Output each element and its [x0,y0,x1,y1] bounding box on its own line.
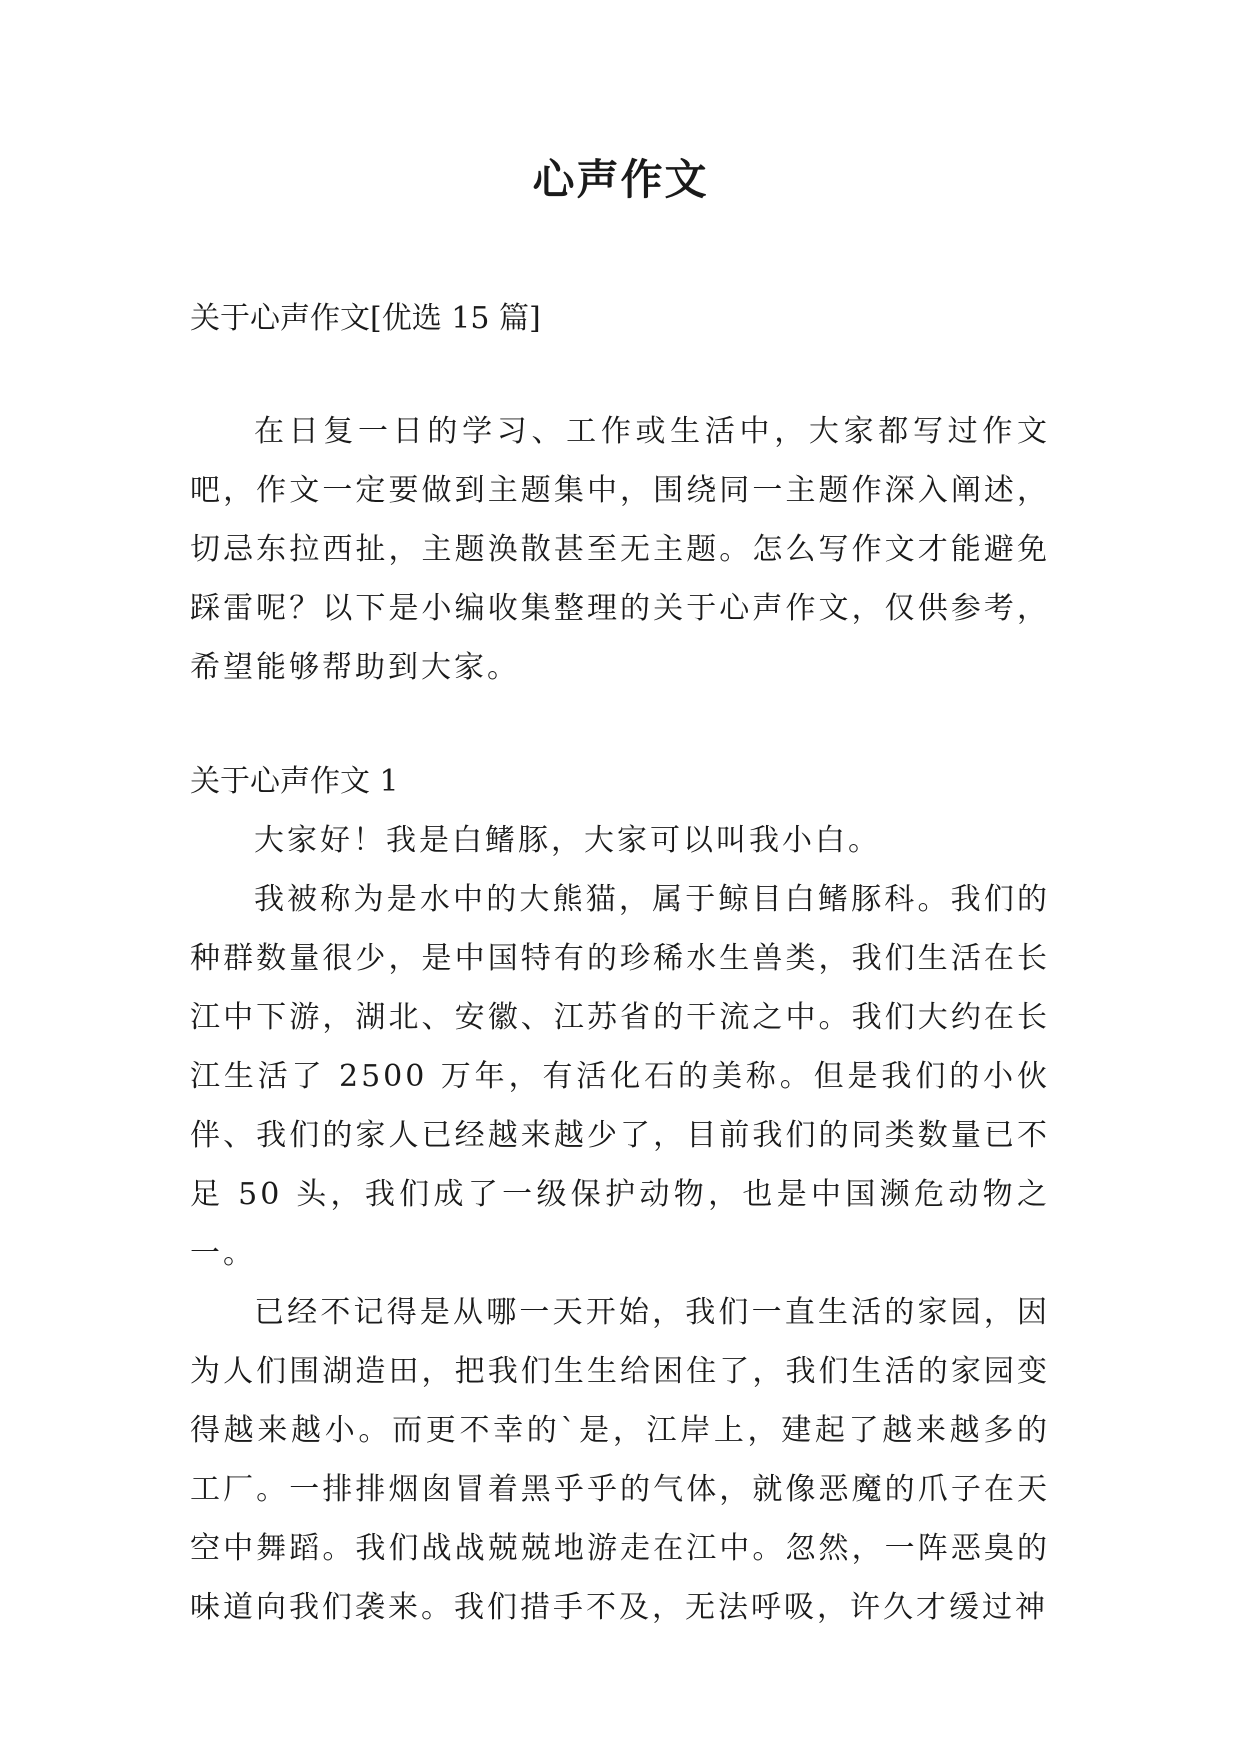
page-title: 心声作文 [532,155,709,204]
essay-paragraph-3: 已经不记得是从哪一天开始，我们一直生活的家园，因为人们围湖造田，把我们生生给困住了，我们生活的家园变得越来越小。而更不幸的`是，江岸上，建起了越来越多的工厂。一排排烟囱冒着黑乎乎的气体，就像恶魔的爪子在天空中舞蹈。我们战战兢兢地游走在江中。忽然，一阵恶臭的味道向我们袭来。我们措手不及，无法呼吸，许久才缓过神 [190,1295,1050,1625]
essay-paragraph-1: 大家好！我是白鳍豚，大家可以叫我小白。 [254,823,881,858]
section-heading: 关于心声作文 1 [190,764,399,799]
intro-block [190,402,1050,697]
essay-body [190,811,1050,1637]
document-subtitle: 关于心声作文[优选 15 篇] [190,301,541,336]
intro-paragraph: 在日复一日的学习、工作或生活中，大家都写过作文吧，作文一定要做到主题集中，围绕同一主题作深入阐述，切忌东拉西扯，主题涣散甚至无主题。怎么写作文才能避免踩雷呢？以下是小编收集整理的关于心声作文，仅供参考，希望能够帮助到大家。 [190,414,1050,685]
essay-paragraph-2: 我被称为是水中的大熊猫，属于鲸目白鳍豚科。我们的种群数量很少，是中国特有的珍稀水生兽类，我们生活在长江中下游，湖北、安徽、江苏省的干流之中。我们大约在长江生活了 2500 万年，有活化石的美称。但是我们的小伙伴、我们的家人已经越来越少了，目前我们的同类数量已不足 50 头，我们成了一级保护动物，也是中国濒危动物之一。 [190,882,1050,1271]
